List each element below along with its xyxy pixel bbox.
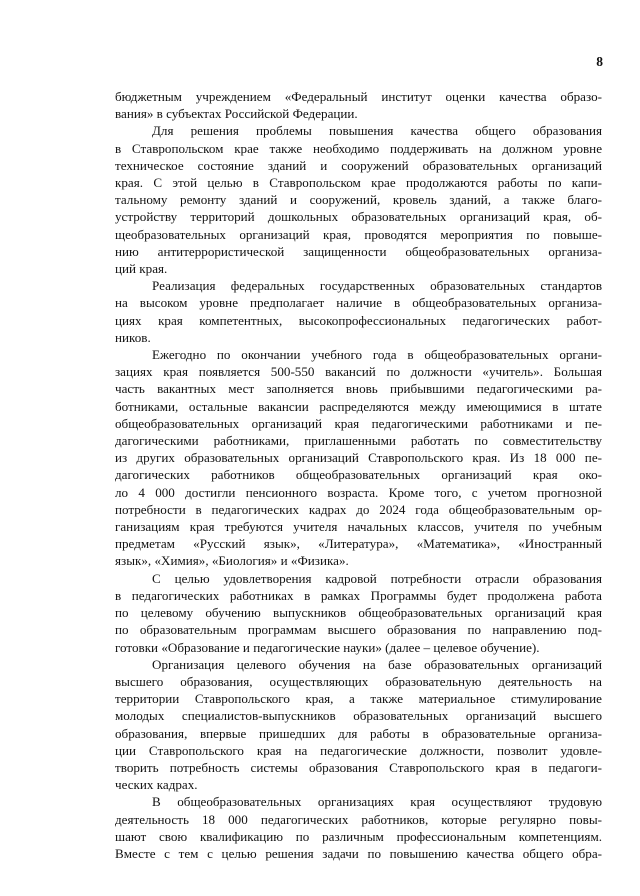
- paragraph-1: [115, 88, 602, 122]
- text-line: ческих кадрах.: [115, 777, 198, 793]
- text-line: бюджетным учреждением «Федеральный институт оценки качества образо-: [115, 89, 602, 104]
- text-line: молодых специалистов-выпускников образовательных организаций высшего: [115, 708, 602, 724]
- text-line: шают свою квалификацию по различным профессиональным компетенциям.: [115, 828, 602, 844]
- text-line: готовки «Образование и педагогические науки» (далее – целевое обучение).: [115, 639, 540, 655]
- text-line: ганизациям края требуются учителя начальных классов, учителя по учебным: [115, 519, 602, 535]
- text-line: по образовательным программам высшего образования по направлению под-: [115, 622, 602, 638]
- paragraph-5: [115, 570, 602, 656]
- text-line: циях края компетентных, высокопрофессиональных педагогических работ-: [115, 312, 602, 328]
- text-line: щеобразовательных организаций края, проводятся мероприятия по повыше-: [115, 226, 602, 242]
- text-line: края. С этой целью в Ставропольском крае продолжаются работы по капи-: [115, 175, 602, 191]
- text-line: тальному ремонту зданий и сооружений, кровель зданий, а также благо-: [115, 192, 602, 208]
- text-line: творить потребность системы образования Ставропольского края в педагоги-: [115, 759, 602, 775]
- paragraph-6: [115, 656, 602, 794]
- text-line: образования, впервые пришедших для работы в образовательные организа-: [115, 725, 602, 741]
- text-line: вания» в субъектах Российской Федерации.: [115, 106, 358, 122]
- paragraph-3: [115, 277, 602, 346]
- text-line: ников.: [115, 329, 151, 345]
- text-line: территории Ставропольского края, а также материальное стимулирование: [115, 691, 602, 707]
- paragraph-4: [115, 346, 602, 570]
- text-line: нию антитеррористической защищенности общеобразовательных организа-: [115, 243, 602, 259]
- text-line: ций края.: [115, 261, 168, 277]
- text-line: техническое состояние зданий и сооружений образовательных организаций: [115, 157, 602, 173]
- text-line: Ежегодно по окончании учебного года в общеобразовательных органи-: [152, 347, 602, 363]
- text-line: ции Ставропольского края на педагогические должности, позволит удовле-: [115, 742, 602, 758]
- text-line: часть вакантных мест заполняется вновь прибывшими педагогическими ра-: [115, 381, 602, 397]
- text-line: Для решения проблемы повышения качества общего образования: [152, 123, 602, 139]
- text-line: высшего образования, осуществляющих образовательную деятельность на: [115, 673, 602, 689]
- text-line: Реализация федеральных государственных образовательных стандартов: [152, 278, 602, 294]
- text-line: устройству территорий дошкольных образовательных организаций края, об-: [115, 209, 602, 225]
- text-line: в педагогических работниках в рамках Программы будет продолжена работа: [115, 587, 602, 603]
- text-line: деятельность 18 000 педагогических работников, которые регулярно повы-: [115, 811, 602, 827]
- text-line: дагогическими работниками, приглашенными работать по совместительству: [115, 433, 602, 449]
- text-line: из других образовательных организаций Ставропольского края. Из 18 000 пе-: [115, 450, 602, 466]
- text-line: В общеобразовательных организациях края осуществляют трудовую: [152, 794, 602, 810]
- text-line: по целевому обучению выпускников общеобразовательных организаций края: [115, 605, 602, 621]
- text-line: предметам «Русский язык», «Литература», «Математика», «Иностранный: [115, 536, 602, 552]
- text-line: на высоком уровне предполагает наличие в общеобразовательных организа-: [115, 295, 602, 311]
- text-line: С целью удовлетворения кадровой потребности отрасли образования: [152, 570, 602, 586]
- paragraph-7: [115, 793, 602, 862]
- paragraph-2: [115, 122, 602, 277]
- text-line: язык», «Химия», «Биология» и «Физика».: [115, 553, 349, 569]
- text-line: зациях края появляется 500-550 вакансий по должности «учитель». Большая: [115, 364, 602, 380]
- text-line: Организация целевого обучения на базе образовательных организаций: [152, 656, 602, 672]
- text-line: в Ставропольском крае также необходимо поддерживать на должном уровне: [115, 140, 602, 156]
- page-number: 8: [596, 54, 603, 69]
- text-line: дагогических работников общеобразовательных организаций края око-: [115, 467, 602, 483]
- document-body: [115, 88, 602, 862]
- text-line: ботниками, остальные вакансии распределяются между имеющимися в штате: [115, 398, 602, 414]
- text-line: Вместе с тем с целью решения задачи по повышению качества общего обра-: [115, 845, 602, 861]
- text-line: ло 4 000 достигли пенсионного возраста. Кроме того, с учетом прогнозной: [115, 484, 602, 500]
- text-line: потребности в педагогических кадрах до 2024 года общеобразовательным ор-: [115, 501, 602, 517]
- text-line: общеобразовательных организаций края педагогическими работниками и пе-: [115, 415, 602, 431]
